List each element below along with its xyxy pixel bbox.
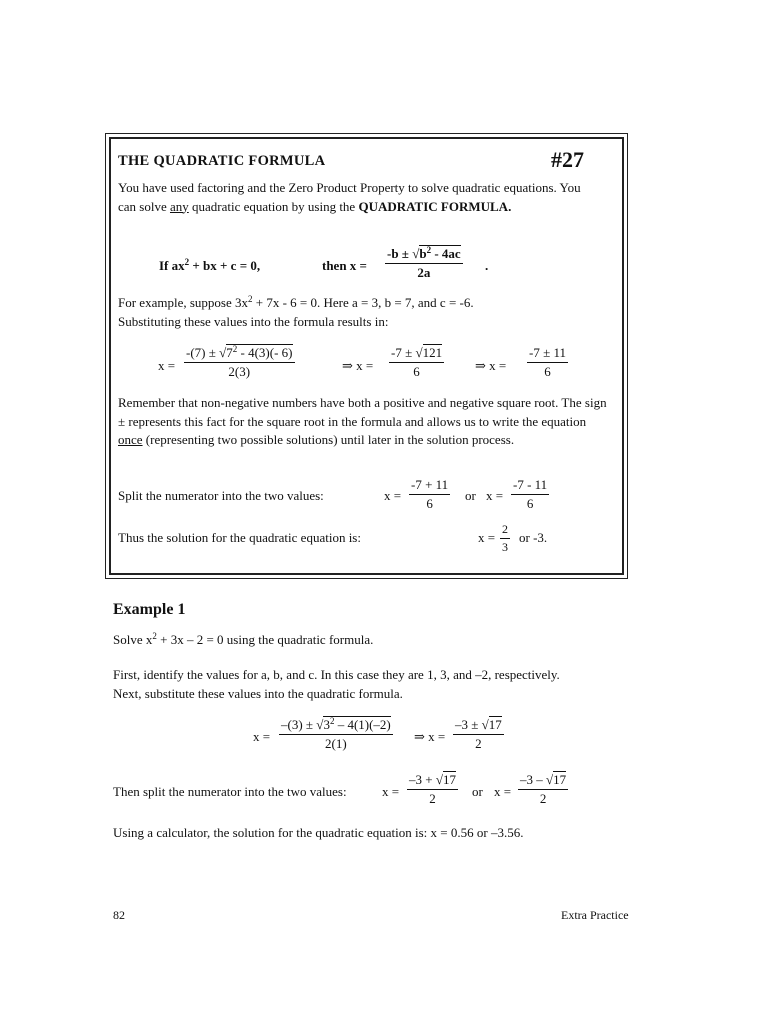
- ex-eq-arrow: ⇒ x =: [414, 729, 446, 744]
- example-calc: Using a calculator, the solution for the quadratic equation is: x = 0.56 or –3.56.: [113, 825, 524, 840]
- split-x1: x =: [384, 488, 402, 503]
- sub-fraction-2: $\frac{-7 \pm √121}{6}$: [391, 345, 443, 379]
- footer-label: Extra Practice: [561, 908, 629, 922]
- formula-period: .: [485, 258, 489, 273]
- split-or: or: [465, 488, 476, 503]
- example-solve: Solve $x^2 + 3x - 2 = 0$ using the quadratic formula.: [113, 631, 374, 647]
- box-title: THE QUADRATIC FORMULA: [118, 153, 326, 169]
- example-first-line-1: First, identify the values for a, b, and c. In this case they are 1, 3, and –2, respectively.: [113, 667, 560, 682]
- quadratic-formula-fraction: $\frac{-b \pm √b^2 - 4ac}{2a}$: [387, 245, 461, 280]
- formula-if: If $ax^2$ + bx + c = 0,: [159, 257, 261, 273]
- remember-paragraph: Remember that non-negative numbers have both a positive and negative square root. The sign ± represents this fact for the square root in the formula and allows us to write the equation once (representing two possible solutions) until later in the solution process.: [118, 395, 607, 447]
- sub-fraction-1: $\frac{-(7) \pm √7^2 - 4(3)(- 6)}{2(3)}$: [186, 344, 293, 379]
- page-number: 82: [113, 908, 125, 922]
- ex-split-fraction-2: $\frac{-3 - √17}{2}$: [520, 772, 567, 806]
- split-fraction-1: $\frac{-7 + 11}{6}$: [411, 477, 449, 511]
- ex-split-or: or: [472, 784, 483, 799]
- sub-fraction-3: $\frac{-7 \pm 11}{6}$: [529, 345, 566, 379]
- ex-split-label: Then split the numerator into the two values:: [113, 784, 347, 799]
- ex-split-fraction-1: $\frac{-3 + √17}{2}$: [409, 772, 456, 806]
- sub-arrow-2: ⇒ x =: [475, 358, 507, 373]
- sub-arrow-1: ⇒ x =: [342, 358, 374, 373]
- split-fraction-2: $\frac{-7 - 11}{6}$: [513, 477, 548, 511]
- thus-rest: or -3.: [519, 530, 548, 545]
- thus-label: Thus the solution for the quadratic equation is:: [118, 530, 361, 545]
- example-first-line-2: Next, substitute these values into the quadratic formula.: [113, 686, 403, 701]
- intro-paragraph: You have used factoring and the Zero Product Property to solve quadratic equations. You can solve any quadratic equation by using the QUADRATIC FORMULA.: [118, 180, 581, 214]
- example-heading: Example 1: [113, 601, 186, 618]
- example-line-1: For example, suppose $3x^2 + 7x - 6 = 0$. Here a = 3, b = 7, and c = -6.: [118, 294, 474, 310]
- ex-eq-x1: x =: [253, 729, 271, 744]
- split-label: Split the numerator into the two values:: [118, 488, 324, 503]
- sub-x1: x =: [158, 358, 176, 373]
- ex-split-x2: x =: [494, 784, 512, 799]
- thus-x: x =: [478, 530, 496, 545]
- thus-fraction: $\frac{2}{3}$: [502, 522, 508, 554]
- split-x2: x =: [486, 488, 504, 503]
- ex-eq-fraction-2: $\frac{-3 \pm √17}{2}$: [455, 717, 502, 751]
- ex-eq-fraction-1: $\frac{-(3) \pm √3^2 - 4(1)(-2)}{2(1)}$: [281, 716, 391, 751]
- box-number: #27: [551, 147, 584, 172]
- example-line-2: Substituting these values into the formula results in:: [118, 314, 389, 329]
- formula-then: then x =: [322, 258, 367, 273]
- ex-split-x1: x =: [382, 784, 400, 799]
